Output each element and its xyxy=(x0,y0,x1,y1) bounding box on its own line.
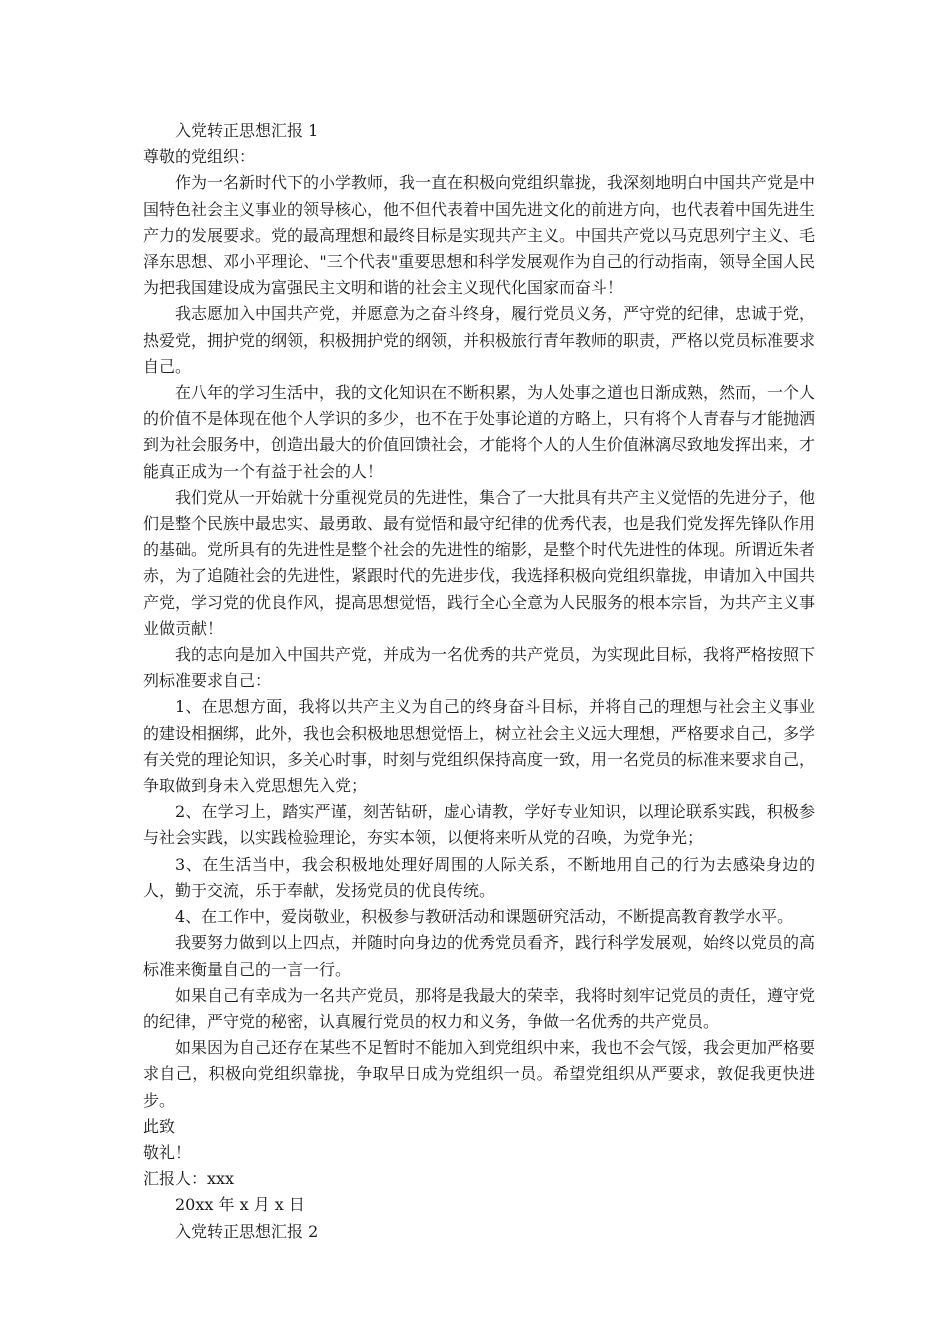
paragraph: 在八年的学习生活中，我的文化知识在不断积累，为人处事之道也日渐成熟，然而，一个人的价值不是体现在他个人学识的多少，也不在于处事论道的方略上，只有将个人青春与才能抛洒到为社会服务中，创造出最大的价值回馈社会，才能将个人的人生价值淋漓尽致地发挥出来，才能真正成为一个有益于社会的人！ xyxy=(143,383,816,481)
salutation: 尊敬的党组织： xyxy=(143,147,256,167)
document-title-1: 入党转正思想汇报 1 xyxy=(175,121,319,140)
list-item: 4、在工作中，爱岗敬业，积极参与教研活动和课题研究活动，不断提高教育教学水平。 xyxy=(175,907,794,927)
document-page xyxy=(143,118,815,1245)
paragraph: 我们党从一开始就十分重视党员的先进性，集合了一大批具有共产主义觉悟的先进分子，他们是整个民族中最忠实、最勇敢、最有觉悟和最守纪律的优秀代表，也是我们党发挥先锋队作用的基础。党所具有的先进性是整个社会的先进性的缩影，是整个时代先进性的体现。所谓近朱者赤，为了追随社会的先进性，紧跟时代的先进步伐，我选择积极向党组织靠拢，申请加入中国共产党，学习党的优良作风，提高思想觉悟，践行全心全意为人民服务的根本宗旨，为共产主义事业做贡献！ xyxy=(143,487,816,638)
closing-greeting: 此致 xyxy=(143,1116,176,1136)
list-item: 1、在思想方面，我将以共产主义为自己的终身奋斗目标，并将自己的理想与社会主义事业的建设相捆绑，此外，我也会积极地思想觉悟上，树立社会主义远大理想，严格要求自己，多学有关党的理论知识，多关心时事，时刻与党组织保持高度一致，用一名党员的标准来要求自己，争取做到身未入党思想先入党； xyxy=(143,697,816,796)
paragraph: 如果自己有幸成为一名共产党员，那将是我最大的荣幸，我将时刻牢记党员的责任，遵守党的纪律，严守党的秘密，认真履行党员的权力和义务，争做一名优秀的共产党员。 xyxy=(143,985,816,1031)
list-item: 2、在学习上，踏实严谨，刻苦钻研，虚心请教，学好专业知识，以理论联系实践，积极参与社会实践，以实践检验理论，夯实本领，以便将来听从党的召唤，为党争光； xyxy=(143,802,815,848)
list-item: 3、在生活当中，我会积极地处理好周围的人际关系，不断地用自己的行为去感染身边的人，勤于交流，乐于奉献，发扬党员的优良传统。 xyxy=(143,854,815,900)
paragraph: 我的志向是加入中国共产党，并成为一名优秀的共产党员，为实现此目标，我将严格按照下列标准要求自己： xyxy=(143,645,816,691)
report-date: 20xx 年 x 月 x 日 xyxy=(175,1195,305,1215)
document-title-2: 入党转正思想汇报 2 xyxy=(175,1221,319,1241)
paragraph: 我要努力做到以上四点，并随时向身边的优秀党员看齐，践行科学发展观，始终以党员的高标准来衡量自己的一言一行。 xyxy=(143,933,816,979)
closing-salute: 敬礼！ xyxy=(143,1142,192,1162)
paragraph: 我志愿加入中国共产党，并愿意为之奋斗终身，履行党员义务，严守党的纪律，忠诚于党，热爱党，拥护党的纲领，积极拥护党的纲领，并积极旅行青年教师的职责，严格以党员标准要求自己。 xyxy=(143,304,816,376)
paragraph: 如果因为自己还存在某些不足暂时不能加入到党组织中来，我也不会气馁，我会更加严格要求自己，积极向党组织靠拢，争取早日成为党组织一员。希望党组织从严要求，敦促我更快进步。 xyxy=(143,1038,816,1110)
paragraph: 作为一名新时代下的小学教师，我一直在积极向党组织靠拢，我深刻地明白中国共产党是中国特色社会主义事业的领导核心，他不但代表着中国先进文化的前进方向，也代表着中国先进生产力的发展要求。党的最高理想和最终目标是实现共产主义。中国共产党以马克思列宁主义、毛泽东思想、邓小平理论、"三个代表"重要思想和科学发展观作为自己的行动指南，领导全国人民为把我国建设成为富强民主文明和谐的社会主义现代化国家而奋斗！ xyxy=(143,173,816,298)
reporter-signature: 汇报人：xxx xyxy=(143,1169,235,1189)
